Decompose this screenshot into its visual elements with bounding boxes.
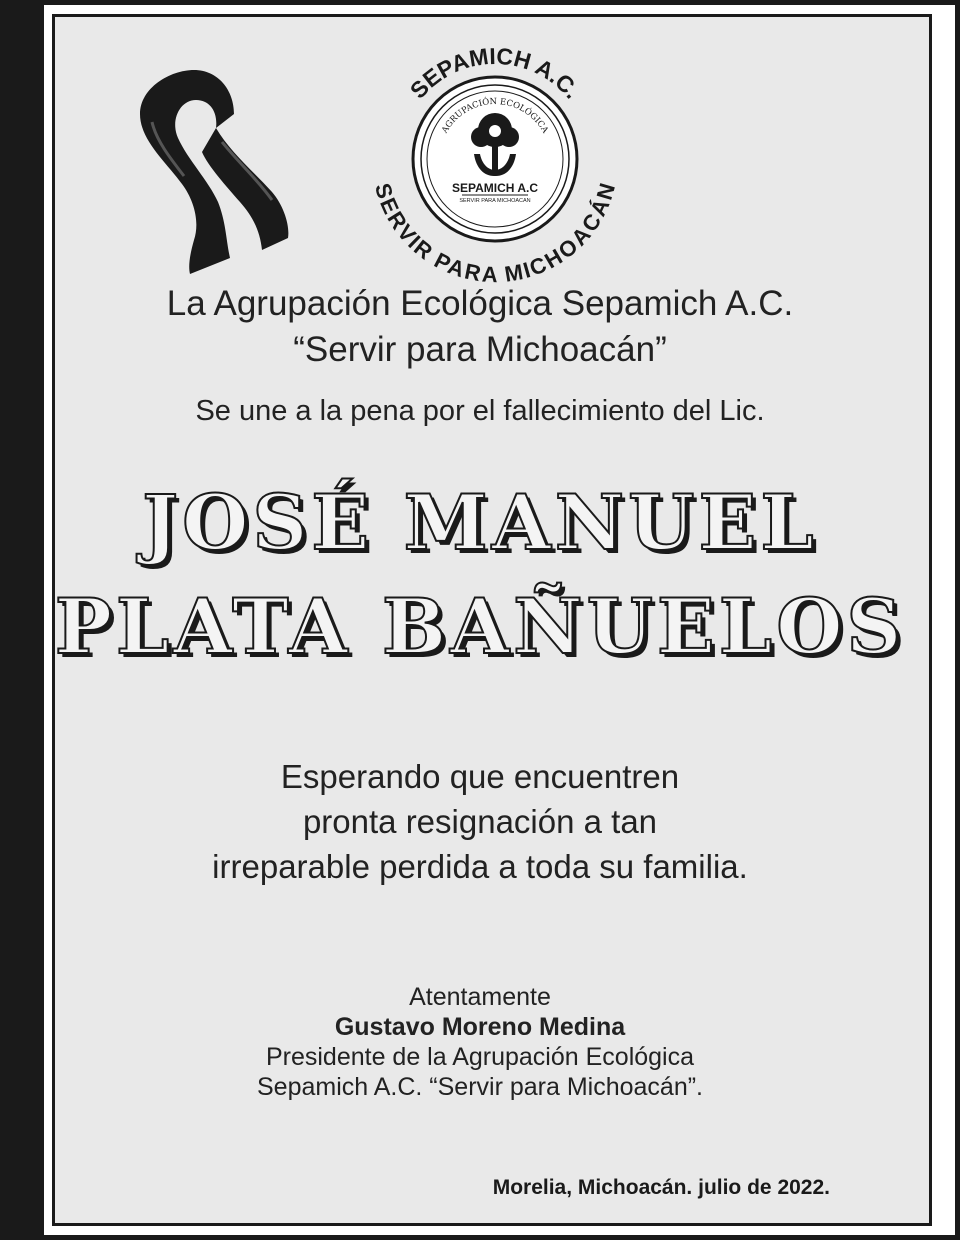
mourning-ribbon-icon bbox=[122, 62, 302, 277]
logo-inner-motto: SERVIR PARA MICHOACAN bbox=[459, 198, 531, 204]
signatory-title-line-1: Presidente de la Agrupación Ecológica bbox=[265, 1043, 695, 1071]
condolence-line-1: Esperando que encuentren bbox=[280, 758, 680, 795]
logo-inner-arc: AGRUPACIÓN ECOLÓGICA bbox=[440, 96, 550, 136]
signatory-name: Gustavo Moreno Medina bbox=[334, 1013, 626, 1041]
deceased-name-line-2: PLATA BAÑUELOS bbox=[54, 582, 906, 671]
logo-inner-name: SEPAMICH A.C bbox=[451, 181, 539, 195]
signatory-title-line-2: Sepamich A.C. “Servir para Michoacán”. bbox=[256, 1073, 703, 1101]
place-date: Morelia, Michoacán. julio de 2022. bbox=[492, 1176, 830, 1199]
condolence-intro: Se une a la pena por el fallecimiento del Lic. bbox=[195, 395, 765, 427]
logo-arc-bottom: SERVIR PARA MICHOACÁN bbox=[370, 180, 620, 284]
signature-closing: Atentamente bbox=[409, 983, 551, 1011]
org-name: La Agrupación Ecológica Sepamich A.C. bbox=[166, 284, 794, 323]
condolence-line-3: irreparable perdida a toda su familia. bbox=[212, 848, 748, 885]
logo-arc-top: SEPAMICH A.C. bbox=[404, 42, 586, 104]
sepamich-logo bbox=[370, 34, 620, 284]
condolence-line-2: pronta resignación a tan bbox=[302, 803, 658, 840]
org-motto: “Servir para Michoacán” bbox=[293, 330, 667, 369]
deceased-name-line-1: JOSÉ MANUEL bbox=[142, 478, 818, 567]
